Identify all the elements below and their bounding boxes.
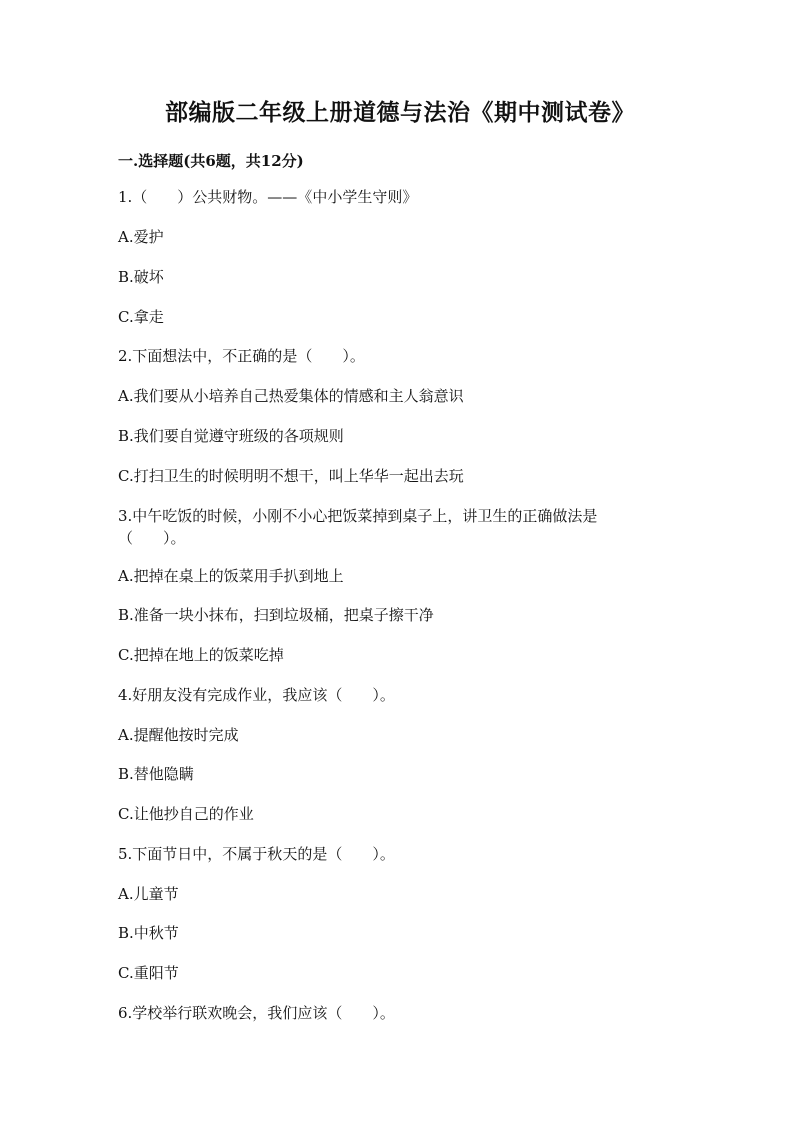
question-3-option-c: C.把掉在地上的饭菜吃掉 [118,646,284,664]
question-1-stem: 1.（ ）公共财物。——《中小学生守则》 [118,188,418,206]
question-5-option-a: A.儿童节 [118,885,179,903]
question-4-option-b: B.替他隐瞒 [118,765,194,783]
question-4-option-a: A.提醒他按时完成 [118,726,239,744]
question-4-stem: 4.好朋友没有完成作业，我应该（ ）。 [118,686,395,704]
question-2-option-c: C.打扫卫生的时候明明不想干，叫上华华一起出去玩 [118,467,464,485]
question-3-option-a: A.把掉在桌上的饭菜用手扒到地上 [118,567,344,585]
question-2-option-a: A.我们要从小培养自己热爱集体的情感和主人翁意识 [118,387,464,405]
question-5-stem: 5.下面节日中，不属于秋天的是（ ）。 [118,845,395,863]
question-1-option-c: C.拿走 [118,308,164,326]
question-2-option-b: B.我们要自觉遵守班级的各项规则 [118,427,344,445]
question-1-option-a: A.爱护 [118,228,164,246]
question-4-option-c: C.让他抄自己的作业 [118,805,254,823]
section-heading: 一.选择题(共6题，共12分) [118,152,304,170]
page-title: 部编版二年级上册道德与法治《期中测试卷》 [165,99,635,126]
question-5-option-c: C.重阳节 [118,964,179,982]
question-3-option-b: B.准备一块小抹布，扫到垃圾桶，把桌子擦干净 [118,606,434,624]
question-6-stem: 6.学校举行联欢晚会，我们应该（ ）。 [118,1004,395,1022]
question-1-option-b: B.破坏 [118,268,164,286]
question-5-option-b: B.中秋节 [118,924,179,942]
question-3-stem: 3.中午吃饭的时候，小刚不小心把饭菜掉到桌子上，讲卫生的正确做法是（ ）。 [118,507,598,547]
question-2-stem: 2.下面想法中，不正确的是（ ）。 [118,347,365,365]
